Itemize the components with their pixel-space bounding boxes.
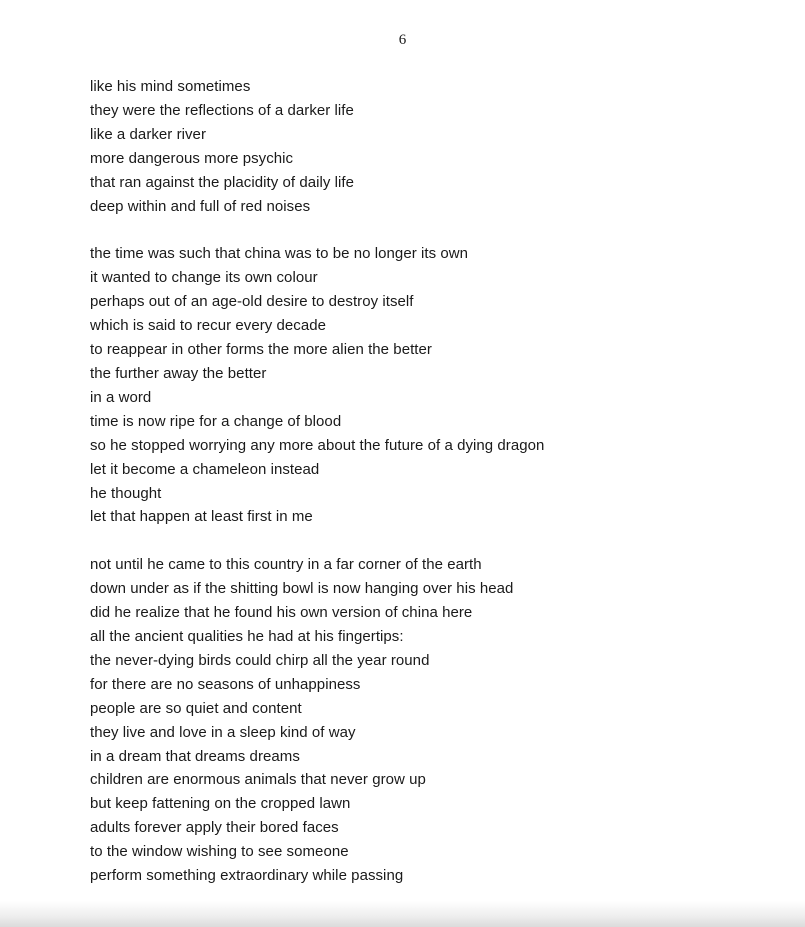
poem-line: people are so quiet and content: [90, 699, 302, 717]
poem-line: deep within and full of red noises: [90, 197, 311, 215]
stanza: [90, 75, 790, 218]
poem-line: perform something extraordinary while passing: [90, 867, 404, 885]
poem-line: like his mind sometimes: [90, 78, 251, 95]
poem-line: down under as if the shitting bowl is now hanging over his head: [90, 580, 514, 598]
poem-line: to the window wishing to see someone: [90, 843, 349, 861]
poem-line: the time was such that china was to be no longer its own: [90, 245, 469, 263]
poem-line: which is said to recur every decade: [90, 317, 327, 335]
poem-line: children are enormous animals that never grow up: [90, 771, 426, 789]
poem-line: to reappear in other forms the more alien the better: [90, 341, 432, 359]
poem-line: time is now ripe for a change of blood: [90, 412, 342, 430]
poem-body: [90, 75, 790, 912]
poem-line: for there are no seasons of unhappiness: [90, 675, 361, 693]
poem-line: that ran against the placidity of daily life: [90, 173, 355, 191]
poem-line: like a darker river: [90, 125, 206, 143]
poem-line: more dangerous more psychic: [90, 149, 294, 167]
poem-line: adults forever apply their bored faces: [90, 819, 339, 837]
stanza: [90, 242, 790, 529]
page-bottom-shadow: [0, 901, 805, 927]
poem-line: in a word: [90, 388, 152, 406]
poem-line: let it become a chameleon instead: [90, 460, 320, 478]
poem-line: the further away the better: [90, 364, 267, 382]
poem-line: let that happen at least first in me: [90, 508, 313, 526]
poem-line: they live and love in a sleep kind of way: [90, 723, 356, 741]
stanza: [90, 553, 790, 888]
poem-line: perhaps out of an age-old desire to destroy itself: [90, 293, 414, 311]
page-number: 6: [398, 32, 407, 48]
poem-line: they were the reflections of a darker life: [90, 101, 354, 119]
poem-line: it wanted to change its own colour: [90, 269, 318, 287]
poem-line: in a dream that dreams dreams: [90, 747, 300, 765]
poem-line: so he stopped worrying any more about the future of a dying dragon: [90, 436, 545, 454]
poem-line: all the ancient qualities he had at his fingertips:: [90, 628, 404, 646]
poem-line: not until he came to this country in a far corner of the earth: [90, 556, 482, 574]
poem-line: he thought: [90, 484, 162, 502]
poem-line: but keep fattening on the cropped lawn: [90, 795, 351, 813]
poem-line: the never-dying birds could chirp all the year round: [90, 651, 430, 669]
poem-line: did he realize that he found his own version of china here: [90, 604, 473, 622]
